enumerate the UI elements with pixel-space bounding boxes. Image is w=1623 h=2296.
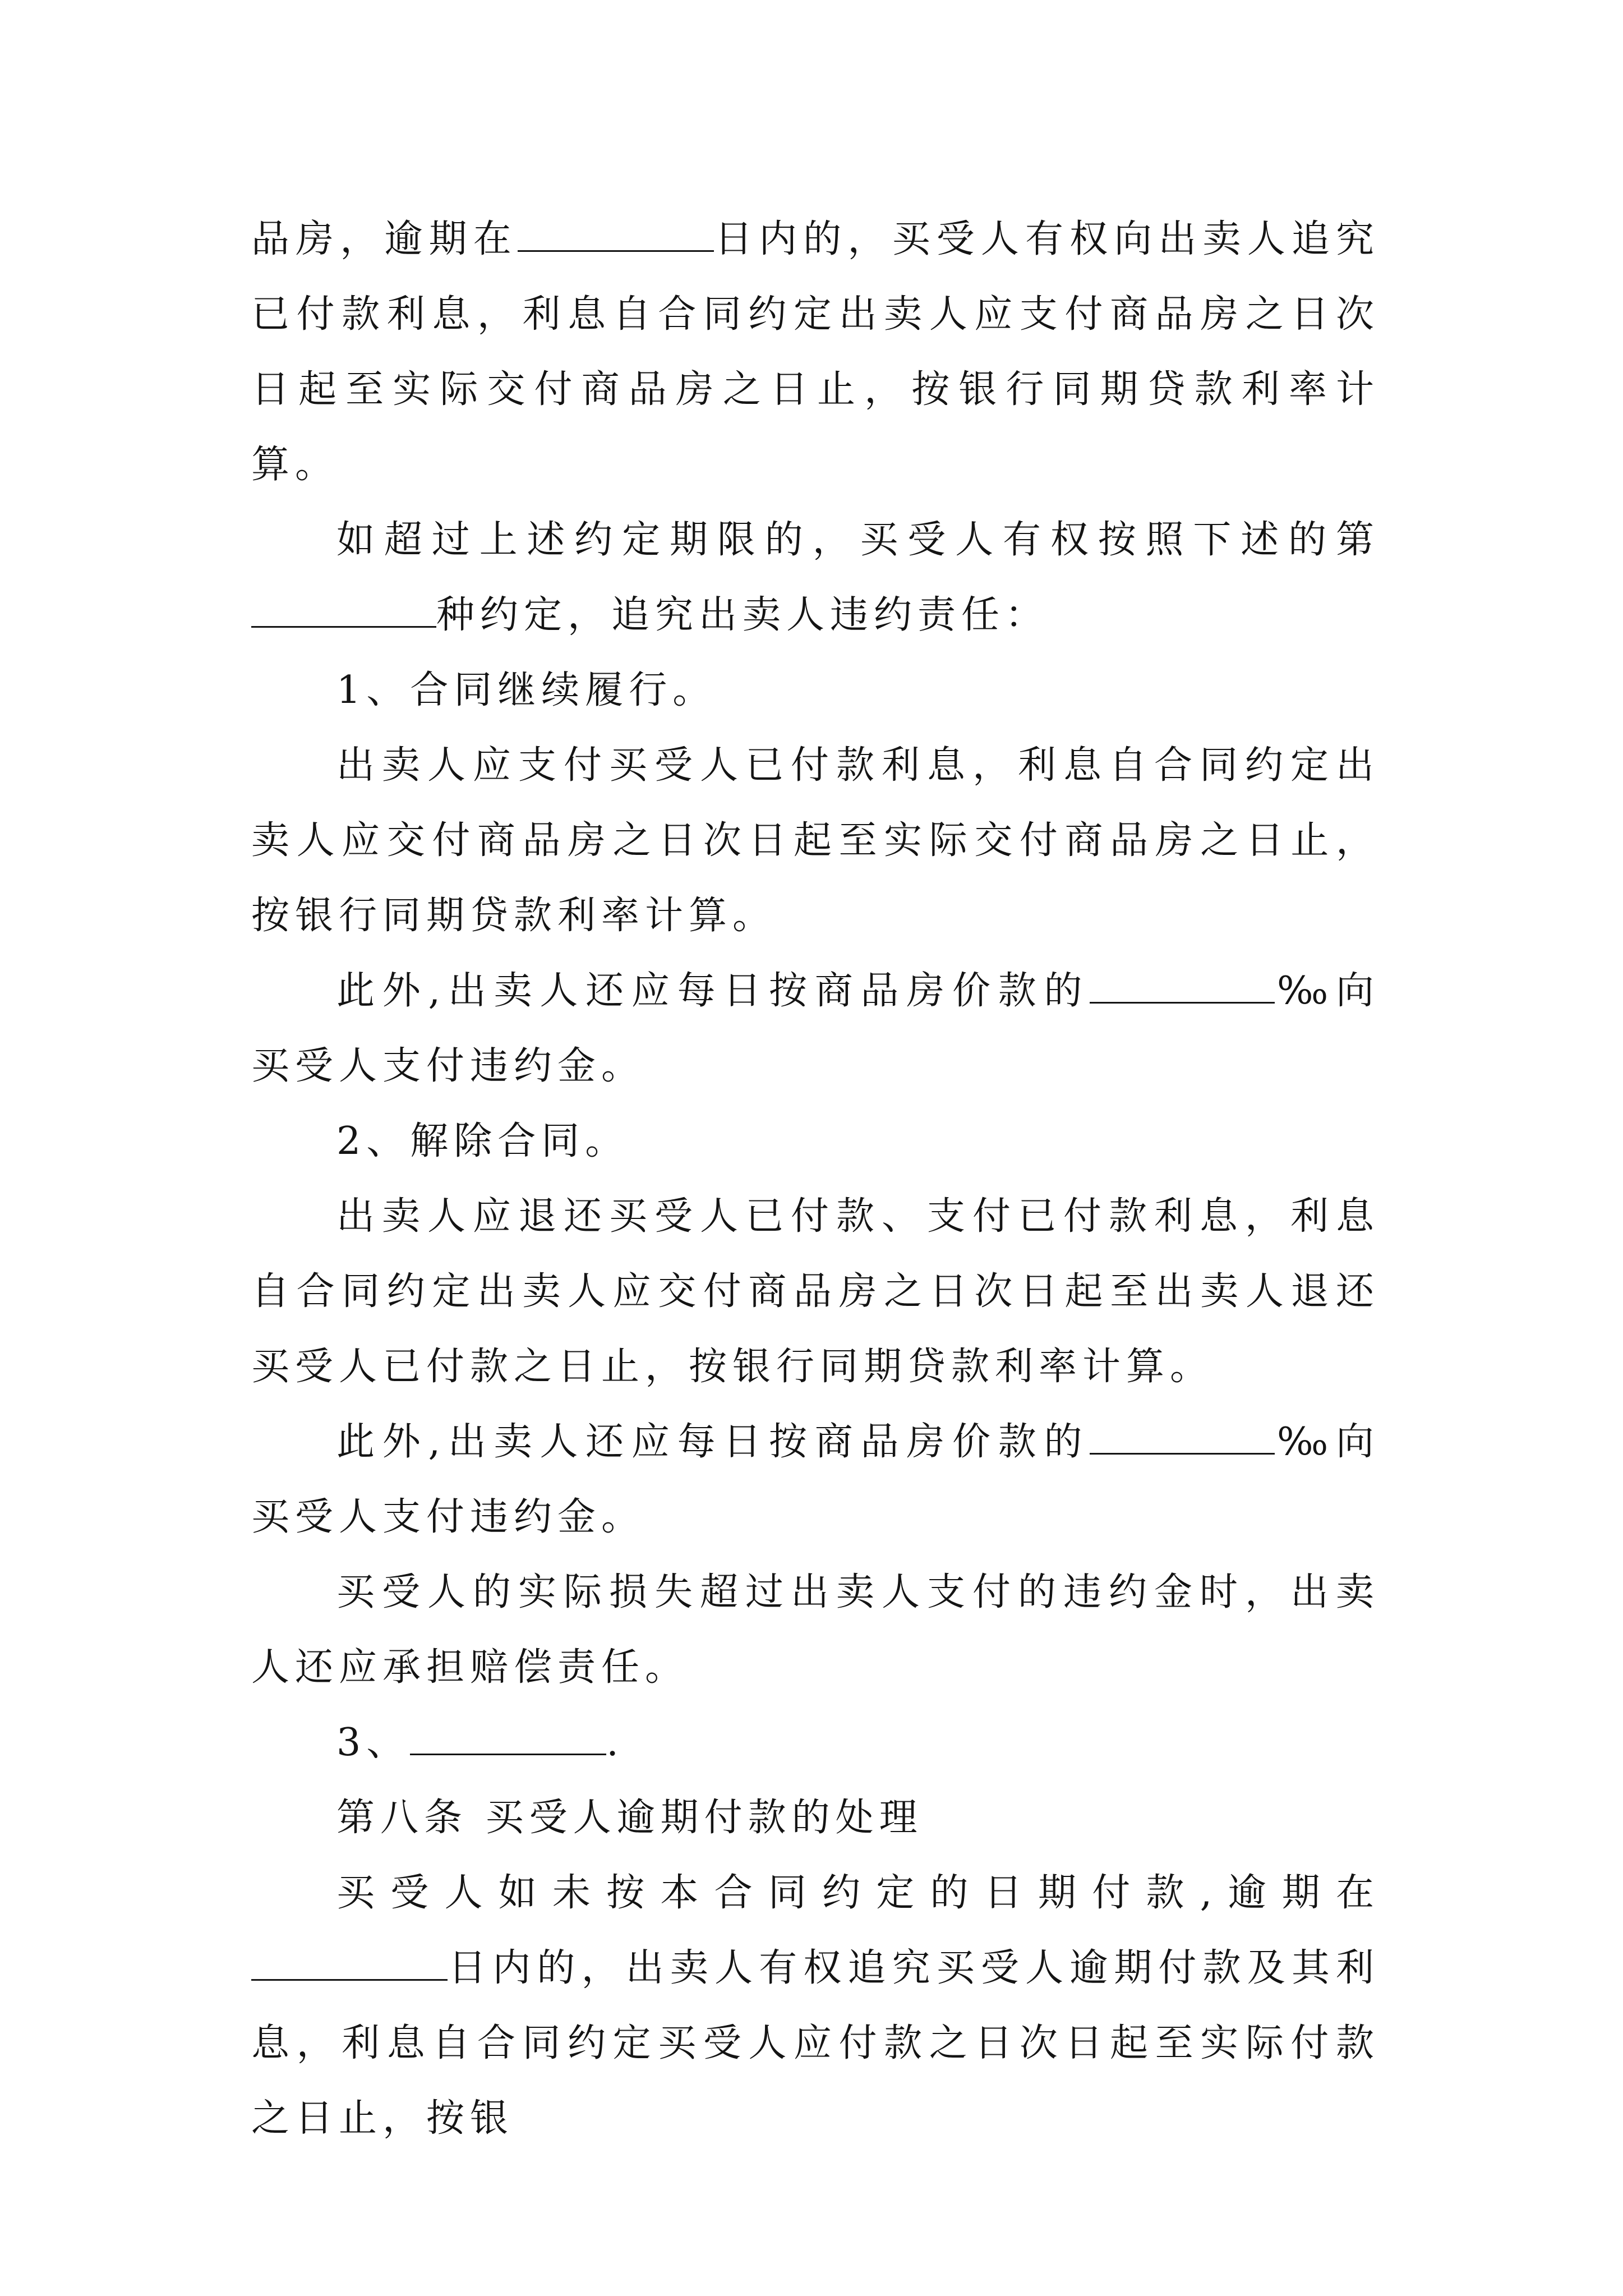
paragraph-option-2-penalty: [251, 1405, 1380, 1555]
paragraph-compensation: 买受人的实际损失超过出卖人支付的违约金时，出卖人还应承担赔偿责任。: [251, 1570, 1380, 1690]
text-segment: 日内的，买受人有权向出卖人追究已付款利息，利息自合同约定出卖人应支付商品房之日次日起至实际交付商品房之日止，按银行同期贷款利率计算。: [251, 217, 1380, 487]
text-segment: 品房，逾期在: [251, 217, 518, 261]
option-1-heading: 1、合同继续履行。: [336, 668, 717, 712]
text-segment: ‰向买受人支付违约金。: [251, 969, 1380, 1088]
paragraph-overdue-delivery: [251, 202, 1380, 503]
fill-in-blank: [251, 593, 436, 628]
fill-in-blank: [410, 1721, 606, 1755]
option-2-heading: 2、解除合同。: [336, 1119, 629, 1163]
fill-in-blank: [1090, 1420, 1275, 1455]
paragraph-option-1-interest: 出卖人应支付买受人已付款利息，利息自合同约定出卖人应交付商品房之日次日起至实际交付商品房之日止，按银行同期贷款利率计算。: [251, 743, 1380, 938]
paragraph-exceeding-limit: [251, 503, 1380, 653]
paragraph-option-2-refund: 出卖人应退还买受人已付款、支付已付款利息，利息自合同约定出卖人应交付商品房之日次日起至出卖人退还买受人已付款之日止，按银行同期贷款利率计算。: [251, 1194, 1380, 1389]
text-segment: 此外,出卖人还应每日按商品房价款的: [336, 1420, 1090, 1464]
paragraph-option-1-penalty: [251, 954, 1380, 1104]
option-3-heading: [251, 1705, 1380, 1780]
text-segment: 3、: [336, 1720, 411, 1765]
fill-in-blank: [1090, 969, 1275, 1004]
fill-in-blank: [518, 218, 714, 252]
fill-in-blank: [251, 1947, 448, 1981]
document-page: [251, 202, 1380, 2156]
text-segment: ‰向买受人支付违约金。: [251, 1420, 1380, 1539]
text-segment: 如超过上述约定期限的，买受人有权按照下述的第: [336, 518, 1380, 562]
text-segment: 此外,出卖人还应每日按商品房价款的: [336, 969, 1090, 1013]
paragraph-buyer-overdue-payment: [251, 1856, 1380, 2156]
text-segment: 日内的，出卖人有权追究买受人逾期付款及其利息，利息自合同约定买受人应付款之日次日起至实际付款之日止，按银: [251, 1946, 1380, 2141]
article-8-title: 第八条 买受人逾期付款的处理: [336, 1796, 923, 1840]
text-segment: .: [606, 1720, 624, 1765]
text-segment: 种约定，追究出卖人违约责任：: [436, 593, 1049, 637]
text-segment: 买受人如未按本合同约定的日期付款,逾期在: [336, 1871, 1380, 1915]
